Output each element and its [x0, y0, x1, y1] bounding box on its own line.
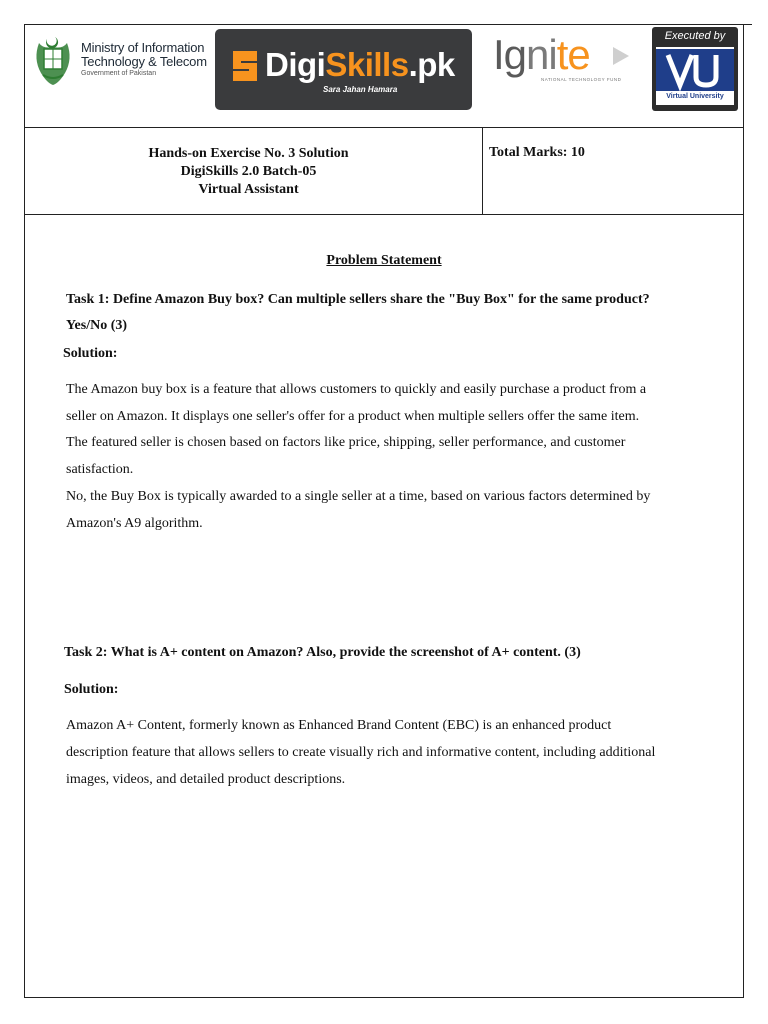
- digiskills-s-icon: [229, 47, 261, 85]
- logo-header: [25, 25, 743, 128]
- task1-answer-line: Amazon's A9 algorithm.: [66, 516, 203, 531]
- exercise-title: [25, 145, 472, 199]
- digiskills-tagline: Sara Jahan Hamara: [323, 85, 398, 94]
- pakistan-emblem-icon: [29, 33, 77, 89]
- vu-monogram: [656, 49, 734, 91]
- ministry-line3: Government of Pakistan: [81, 70, 157, 77]
- ministry-logo: [29, 33, 214, 93]
- title-cell: [25, 127, 483, 214]
- task1-solution-label: Solution:: [63, 346, 118, 361]
- vu-badge: [656, 47, 734, 105]
- task2-answer-line: Amazon A+ Content, formerly known as Enhanced Brand Content (EBC) is an enhanced product: [66, 718, 612, 733]
- ministry-line1: Ministry of Information: [81, 40, 205, 55]
- vu-monogram-icon: [656, 49, 734, 91]
- vu-logo: [652, 27, 738, 111]
- task1-answer-line: The featured seller is chosen based on factors like price, shipping, seller performance, and customer: [66, 435, 626, 450]
- title-block: [25, 127, 743, 215]
- ignite-tagline: NATIONAL TECHNOLOGY FUND: [541, 77, 622, 82]
- digiskills-logo: [215, 29, 472, 110]
- task1-answer-line: seller on Amazon. It displays one seller's offer for a product when multiple sellers offer the same item.: [66, 409, 640, 424]
- digiskills-wordmark: DigiSkills.pk: [265, 46, 455, 83]
- vu-caption: Virtual University: [666, 93, 724, 100]
- problem-statement-heading: Problem Statement: [326, 253, 442, 268]
- title-line2: DigiSkills 2.0 Batch-05: [180, 164, 317, 179]
- total-marks: Total Marks: 10: [489, 145, 585, 160]
- executed-by-label: Executed by: [664, 30, 726, 42]
- task2-question: Task 2: What is A+ content on Amazon? Also, provide the screenshot of A+ content. (3): [64, 645, 581, 660]
- title-line1: Hands-on Exercise No. 3 Solution: [148, 146, 349, 161]
- task2-answer-line: images, videos, and detailed product descriptions.: [66, 772, 346, 787]
- task1-answer-line: satisfaction.: [66, 462, 134, 477]
- task1-answer-line: The Amazon buy box is a feature that allows customers to quickly and easily purchase a product from a: [66, 382, 647, 397]
- document-frame: [24, 24, 744, 998]
- ministry-line2: Technology & Telecom: [81, 54, 207, 69]
- ignite-logo: [493, 33, 633, 93]
- border-tick: [744, 24, 752, 25]
- task2-solution-label: Solution:: [64, 682, 119, 697]
- task1-question-line2: Yes/No (3): [66, 318, 128, 333]
- task1-question-line1: Task 1: Define Amazon Buy box? Can multiple sellers share the "Buy Box" for the same product?: [66, 292, 650, 307]
- ignite-arrow-icon: [611, 45, 631, 67]
- ignite-wordmark: Ignite: [493, 31, 590, 78]
- task1-answer-line: No, the Buy Box is typically awarded to a single seller at a time, based on various factors determined by: [66, 489, 651, 504]
- ministry-logo-text: [81, 41, 207, 78]
- task2-answer-line: description feature that allows sellers to create visually rich and informative content, including additional: [66, 745, 656, 760]
- title-line3: Virtual Assistant: [198, 182, 299, 197]
